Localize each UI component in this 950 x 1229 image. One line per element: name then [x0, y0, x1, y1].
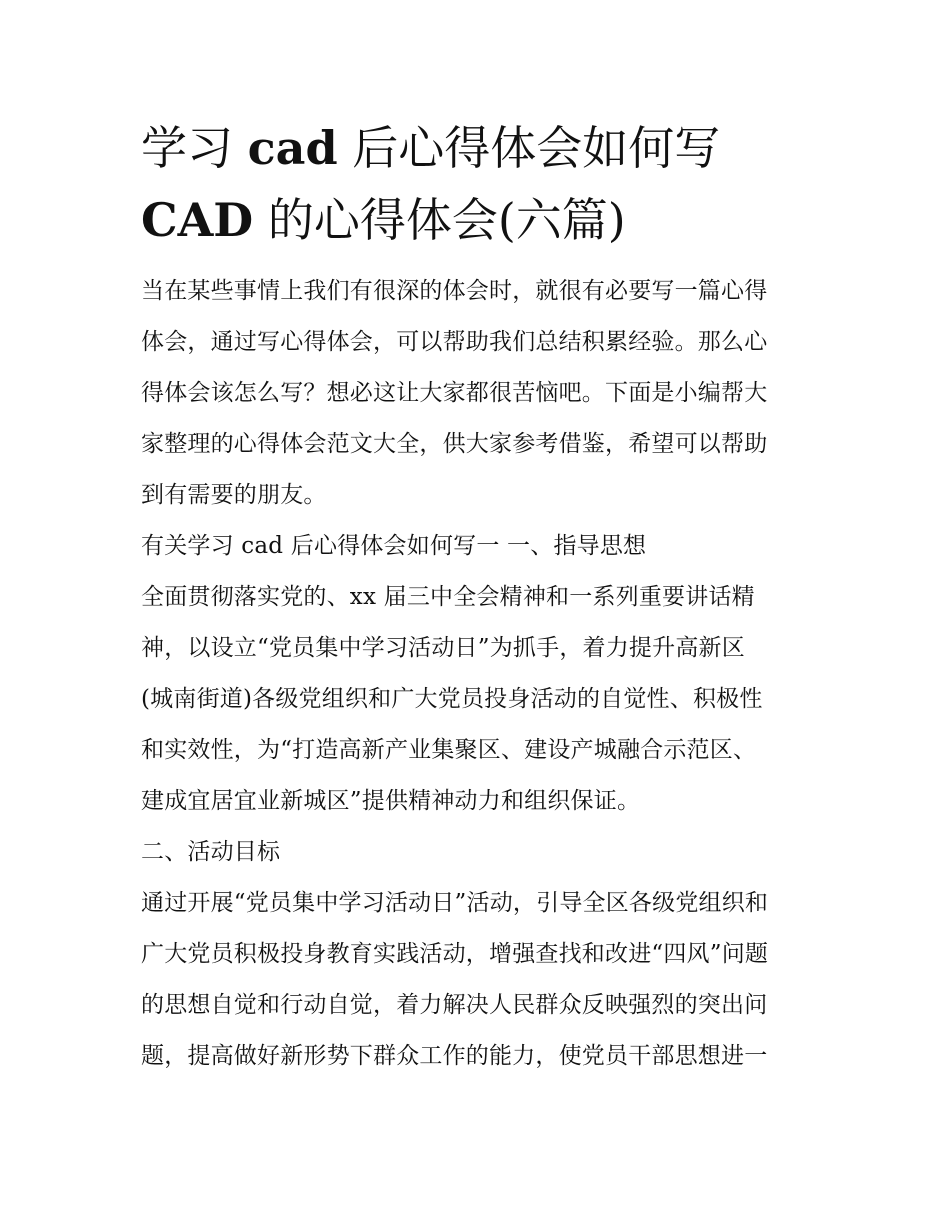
- body-line: 神，以设立“党员集中学习活动日”为抓手，着力提升高新区: [141, 635, 745, 661]
- body-line: 到有需要的朋友。: [141, 482, 327, 508]
- document-title-line-2: [141, 184, 813, 256]
- section-heading: 二、活动目标: [141, 839, 281, 865]
- body-line: 和实效性，为“打造高新产业集聚区、建设产城融合示范区、: [141, 737, 757, 763]
- body-line: 体会，通过写心得体会，可以帮助我们总结积累经验。那么心: [141, 329, 768, 355]
- body-line: 的思想自觉和行动自觉，着力解决人民群众反映强烈的突出问: [141, 992, 768, 1018]
- body-line: 通过开展“党员集中学习活动日”活动，引导全区各级党组织和: [141, 890, 769, 916]
- section-heading: 有关学习 cad 后心得体会如何写一 一、指导思想: [141, 533, 647, 559]
- title-text: 学习: [141, 121, 233, 175]
- body-line: 家整理的心得体会范文大全，供大家参考借鉴，希望可以帮助: [141, 431, 768, 457]
- title-text-latin: cad: [247, 121, 338, 175]
- body-line: (城南街道)各级党组织和广大党员投身活动的自觉性、积极性: [141, 686, 763, 712]
- title-spacer: [141, 256, 813, 266]
- document-title-line-1: [141, 112, 813, 184]
- title-text: 的心得体会(六篇): [267, 193, 626, 247]
- body-line: 当在某些事情上我们有很深的体会时，就很有必要写一篇心得: [141, 278, 768, 304]
- title-text: 后心得体会如何写: [352, 121, 721, 175]
- body-line: 广大党员积极投身教育实践活动，增强查找和改进“四风”问题: [141, 941, 769, 967]
- document-page: [141, 112, 813, 1082]
- title-text-latin: CAD: [141, 193, 254, 247]
- body-line: 题，提高做好新形势下群众工作的能力，使党员干部思想进一: [141, 1043, 768, 1069]
- body-line: 建成宜居宜业新城区”提供精神动力和组织保证。: [141, 788, 641, 814]
- body-line: 全面贯彻落实党的、xx 届三中全会精神和一系列重要讲话精: [141, 584, 755, 610]
- body-line: 得体会该怎么写？想必这让大家都很苦恼吧。下面是小编帮大: [141, 380, 768, 406]
